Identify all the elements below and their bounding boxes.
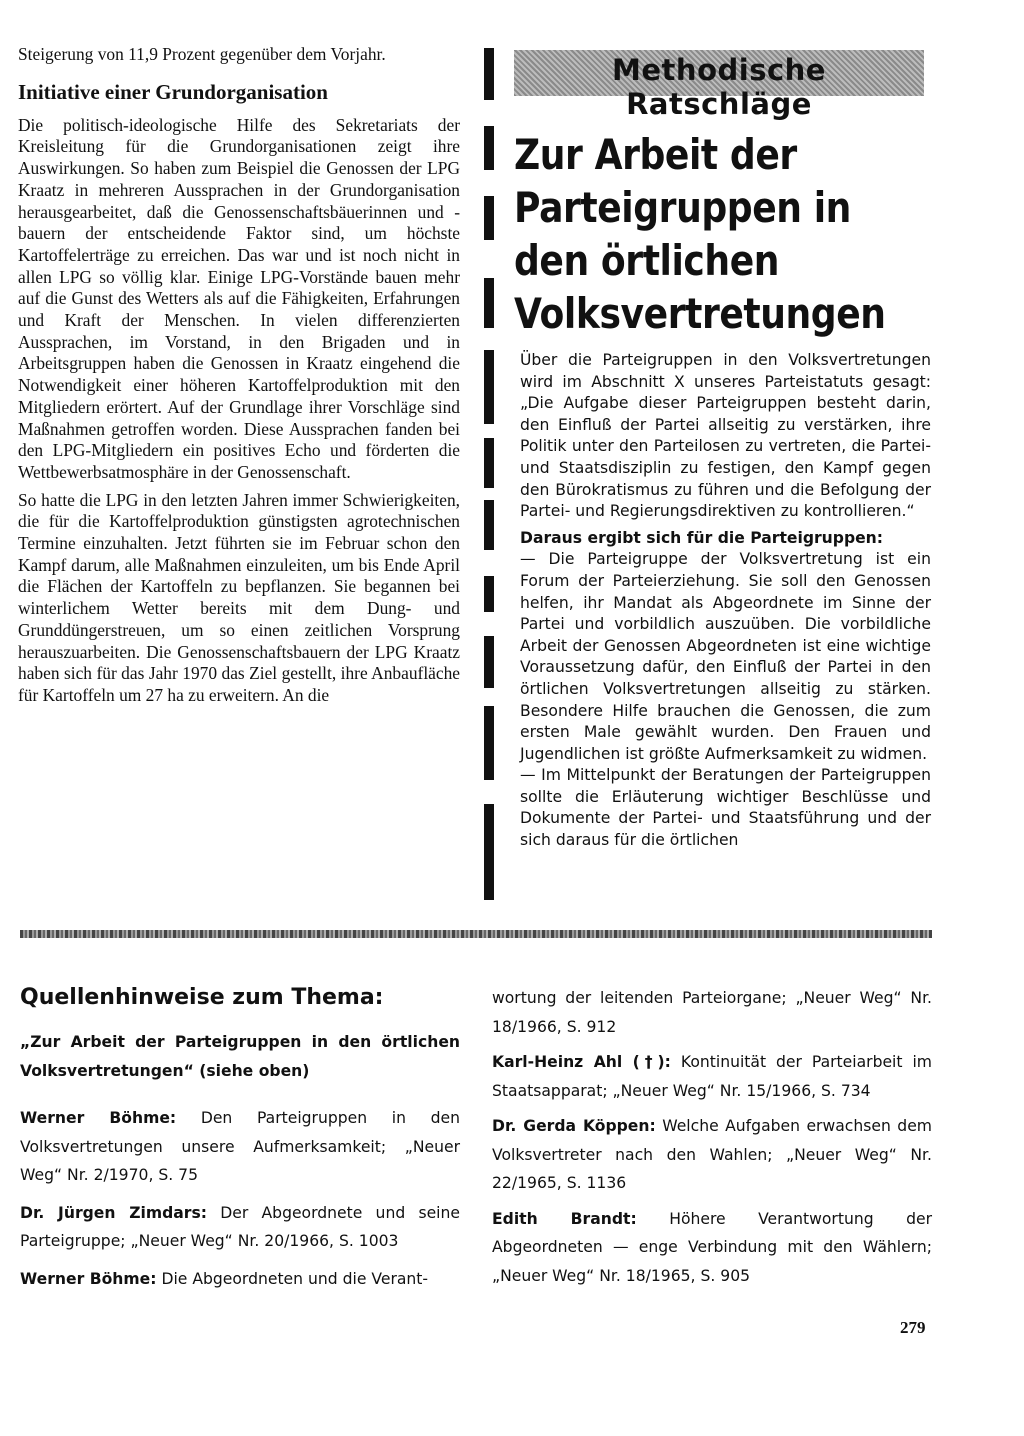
body-paragraph-1: Die politisch-ideologische Hilfe des Sekretariats der Kreisleitung für die Grundorganisationen zeigt ihre Auswirkungen. So haben zum Beispiel die Genossen der LPG Kraatz in mehreren Aussprachen in der Grundorganisation herausgearbeitet, daß die Genossenschaftsbäuerinnen und -bauern der entscheidende Faktor sind, um höchste Kartoffelerträge zu erreichen. Das war und ist noch nicht in allen LPG so völlig klar. Einige LPG-Vorstände bauen mehr auf die Gunst des Wetters als auf die Fähigkeiten, Erfahrungen und Kraft der Menschen. In vielen differenzierten Aussprachen, im Vorstand, in den Brigaden und in Arbeitsgruppen haben die Genossen in Kraatz eingehend die Notwendigkeit einer höheren Kartoffelproduktion mit den Mitgliedern erörtert. Auf der Grundlage ihrer Vorschläge sind Maßnahmen getroffen worden. Diese Aussprachen fanden bei den LPG-Mitgliedern ein positives Echo und förderten die Wettbewerbsatmosphäre in der Genossenschaft.	[18, 114, 460, 482]
source-text: Der Abgeordnete und seine Parteigruppe; „Neuer Weg“ Nr. 20/1966, S. 1003	[20, 1203, 460, 1250]
source-author: Werner Böhme:	[20, 1109, 177, 1127]
lead-text: Steigerung von 11,9 Prozent gegenüber dem Vorjahr.	[18, 44, 386, 64]
point-paragraph-1: — Die Parteigruppe der Volksvertretung ist ein Forum der Parteierziehung. Sie soll den Genossen helfen, ihr Mandat als Abgeordnete im Sinne der Partei und vorbildlich auszuüben. Die vorbildliche Arbeit der Genossen Abgeordneten ist eine wichtige Voraussetzung dafür, den Einfluß der Partei in den örtlichen Volksvertretungen allseitig zu stärken. Besondere Hilfe brauchen die Genossen, die zum ersten Male gewählt wurden. Den Frauen und Jugendlichen ist größte Aufmerksamkeit zu widmen.	[520, 550, 931, 763]
source-text: Welche Aufgaben erwachsen dem Volksvertreter nach den Wahlen; „Neuer Weg“ Nr. 22/1965, S. 1136	[492, 1117, 932, 1192]
sources-right-column	[492, 984, 932, 1297]
source-author: Dr. Gerda Köppen:	[492, 1117, 656, 1135]
margin-bar	[484, 438, 494, 488]
margin-bar	[484, 804, 494, 900]
source-entry	[492, 1112, 932, 1198]
source-continuation: wortung der leitenden Parteiorgane; „Neuer Weg“ Nr. 18/1966, S. 912	[492, 989, 932, 1036]
banner-label: Methodische Ratschläge	[612, 53, 826, 121]
margin-bar	[484, 196, 494, 240]
source-text: Höhere Verantwortung der Abgeordneten — enge Verbindung mit den Wählern; „Neuer Weg“ Nr. 18/1965, S. 905	[492, 1209, 932, 1285]
sub-heading: Daraus ergibt sich für die Parteigruppen:	[520, 528, 884, 547]
source-entry	[20, 1265, 460, 1294]
margin-bar	[484, 350, 494, 424]
margin-bar	[484, 48, 494, 100]
source-entry	[20, 1199, 460, 1256]
page-number: 279	[900, 1318, 926, 1337]
margin-bar	[484, 278, 494, 328]
source-author: Werner Böhme:	[20, 1269, 157, 1288]
source-entry	[20, 1104, 460, 1190]
source-author: Karl-Heinz Ahl (†):	[492, 1053, 671, 1071]
left-column	[18, 44, 460, 707]
source-entry	[492, 1205, 932, 1291]
point-paragraph-2: — Im Mittelpunkt der Beratungen der Parteigruppen sollte die Erläuterung wichtiger Beschlüsse und Dokumente der Partei- und Staatsführung und der sich daraus für die örtlichen	[520, 766, 931, 850]
margin-bar	[484, 706, 494, 780]
margin-bar	[484, 636, 494, 688]
section-heading: Initiative einer Grundorganisation	[18, 79, 328, 104]
margin-bar	[484, 126, 494, 170]
source-entry	[492, 1048, 932, 1105]
sources-left-column	[20, 1028, 460, 1302]
section-divider	[20, 930, 932, 938]
intro-paragraph: Über die Parteigruppen in den Volksvertretungen wird im Abschnitt X unseres Parteistatuts gesagt: „Die Aufgabe dieser Parteigruppen besteht darin, den Einfluß der Partei allseitig zu verstärken, ihre Politik unter den Parteilosen zu vertreten, die Partei- und Staatsdisziplin zu festigen, den Kampf gegen den Bürokratismus zu führen und die Befolgung der Partei- und Regierungsdirektiven zu kontrollieren.“	[520, 351, 931, 521]
body-paragraph-2: So hatte die LPG in den letzten Jahren immer Schwierigkeiten, die für die Kartoffelproduktion günstigsten agrotechnischen Termine einzuhalten. Jetzt führten sie im Februar schon den Kampf darum, alle Maßnahmen einzuleiten, um bis Ende April die Flächen der Kartoffeln zu bepflanzen. Sie begannen bei winterlichem Wetter bereits mit dem Dung- und Grunddüngerstreuen, um so einen zeitlichen Vorsprung herauszuarbeiten. Die Genossenschaftsbauern der LPG Kraatz haben sich für das Jahr 1970 das Ziel gestellt, ihre Anbaufläche für Kartoffeln um 27 ha zu erweitern. An die	[18, 489, 460, 705]
right-column-body	[520, 350, 931, 852]
sources-reference: „Zur Arbeit der Parteigruppen in den örtlichen Volksvertretungen“ (siehe oben)	[20, 1033, 460, 1080]
article-headline: Zur Arbeit der Parteigruppen in den örtlichen Volksvertretungen	[514, 130, 886, 338]
source-text: Die Abgeordneten und die Verant-	[161, 1269, 429, 1288]
source-text: Den Parteigruppen in den Volksvertretungen unsere Aufmerksamkeit; „Neuer Weg“ Nr. 2/1970, S. 75	[20, 1109, 460, 1184]
margin-bar	[484, 576, 494, 612]
section-banner	[514, 50, 924, 121]
source-author: Dr. Jürgen Zimdars:	[20, 1203, 207, 1222]
margin-bar	[484, 500, 494, 550]
source-author: Edith Brandt:	[492, 1209, 637, 1228]
source-text: Kontinuität der Parteiarbeit im Staatsapparat; „Neuer Weg“ Nr. 15/1966, S. 734	[492, 1053, 932, 1100]
sources-title: Quellenhinweise zum Thema:	[20, 985, 384, 1010]
